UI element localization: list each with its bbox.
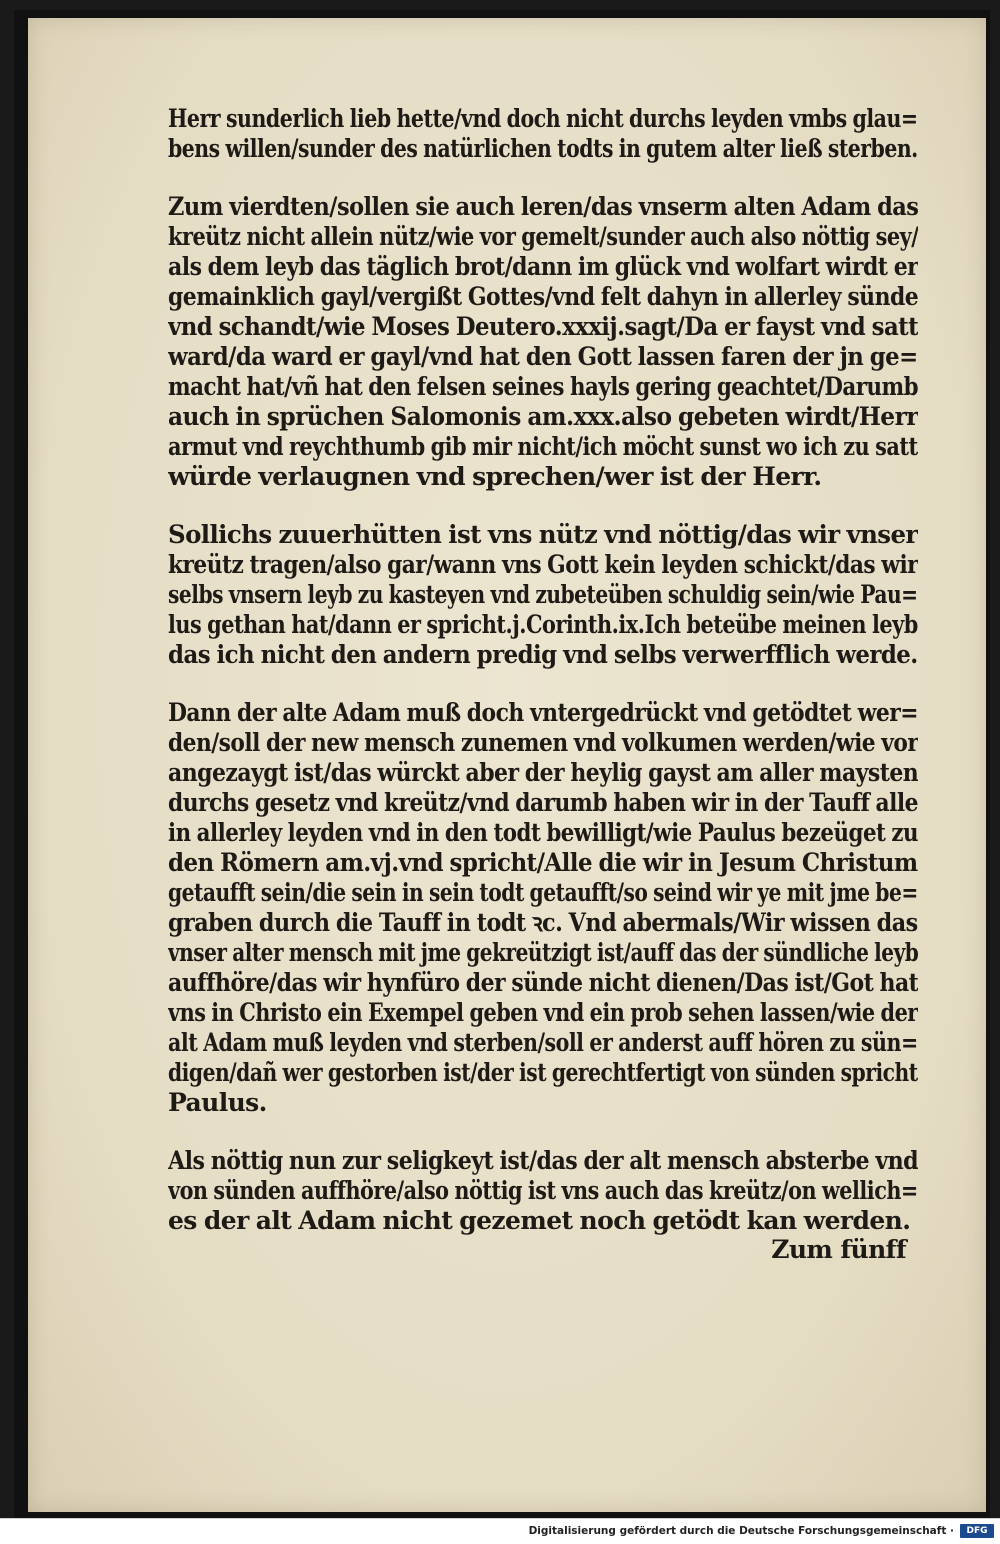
text-line: auch in sprüchen Salomonis am.xxx.also gebeten wirdt/Herr [168,402,918,431]
paragraph-2 [168,192,918,492]
text-line: armut vnd reychthumb gib mir nicht/ich möcht sunst wo ich zu satt [168,432,918,461]
text-line: Sollichs zuuerhütten ist vns nütz vnd nöttig/das wir vnser [168,520,918,549]
text-line: gemainklich gayl/vergißt Gottes/vnd felt dahyn in allerley sünde [168,282,918,311]
text-line: von sünden auffhöre/also nöttig ist vns auch das kreütz/on wellich= [168,1176,918,1205]
text-line: angezaygt ist/das würckt aber der heylig gayst am aller maysten [168,758,918,787]
text-line: alt Adam muß leyden vnd sterben/soll er anderst auff hören zu sün= [168,1028,918,1057]
text-line: den Römern am.vj.vnd spricht/Alle die wir in Jesum Christum [168,848,918,877]
text-line: Dann der alte Adam muß doch vntergedrückt vnd getödtet wer= [168,698,918,727]
text-line: das ich nicht den andern predig vnd selbs verwerfflich werde. [168,640,918,669]
text-line: kreütz nicht allein nütz/wie vor gemelt/sunder auch also nöttig sey/ [168,222,918,251]
text-line: kreütz tragen/also gar/wann vns Gott kein leyden schickt/das wir [168,550,918,579]
text-line: selbs vnsern leyb zu kasteyen vnd zubeteüben schuldig sein/wie Pau= [168,580,918,609]
text-line: den/soll der new mensch zunemen vnd volkumen werden/wie vor [168,728,918,757]
paragraph-1 [168,104,918,164]
text-line: als dem leyb das täglich brot/dann im glück vnd wolfart wirdt er [168,252,918,281]
page-text [168,104,918,1264]
text-line: graben durch die Tauff in todt ꝛc. Vnd abermals/Wir wissen das [168,908,918,937]
text-line: vnser alter mensch mit jme gekreützigt ist/auff das der sündliche leyb [168,938,918,967]
text-line: vnd schandt/wie Moses Deutero.xxxij.sagt/Da er fayst vnd satt [168,312,918,341]
text-line: in allerley leyden vnd in den todt bewilligt/wie Paulus bezeüget zu [168,818,918,847]
paragraph-3 [168,520,918,670]
funding-credit: Digitalisierung gefördert durch die Deutsche Forschungsgemeinschaft · [528,1525,954,1537]
text-line: Zum vierdten/sollen sie auch leren/das vnserm alten Adam das [168,192,918,221]
dfg-logo-icon: DFG [960,1524,994,1538]
text-line: Als nöttig nun zur seligkeyt ist/das der alt mensch absterbe vnd [168,1146,918,1175]
footer-bar [0,1518,1000,1544]
text-line: Paulus. [168,1088,267,1117]
text-line: bens willen/sunder des natürlichen todts in gutem alter ließ sterben. [168,134,918,163]
text-line: macht hat/vñ hat den felsen seines hayls gering geachtet/Darumb [168,372,918,401]
text-line: lus gethan hat/dann er spricht.j.Corinth.ix.Ich beteübe meinen leyb [168,610,918,639]
text-line: durchs gesetz vnd kreütz/vnd darumb haben wir in der Tauff alle [168,788,918,817]
text-line: es der alt Adam nicht gezemet noch getödt kan werden. [168,1206,911,1235]
text-line: getaufft sein/die sein in sein todt getaufft/so seind wir ye mit jme be= [168,878,918,907]
text-line: Herr sunderlich lieb hette/vnd doch nicht durchs leyden vmbs glau= [168,104,918,133]
paragraph-5 [168,1146,918,1236]
text-line: ward/da ward er gayl/vnd hat den Gott lassen faren der jn ge= [168,342,918,371]
text-line: auffhöre/das wir hynfüro der sünde nicht dienen/Das ist/Got hat [168,968,918,997]
catchword: Zum fünff [771,1235,906,1264]
text-line: vns in Christo ein Exempel geben vnd ein prob sehen lassen/wie der [168,998,918,1027]
paragraph-4 [168,698,918,1118]
text-line: würde verlaugnen vnd sprechen/wer ist der Herr. [168,462,822,491]
text-line: digen/dañ wer gestorben ist/der ist gerechtfertigt von sünden spricht [168,1058,918,1087]
